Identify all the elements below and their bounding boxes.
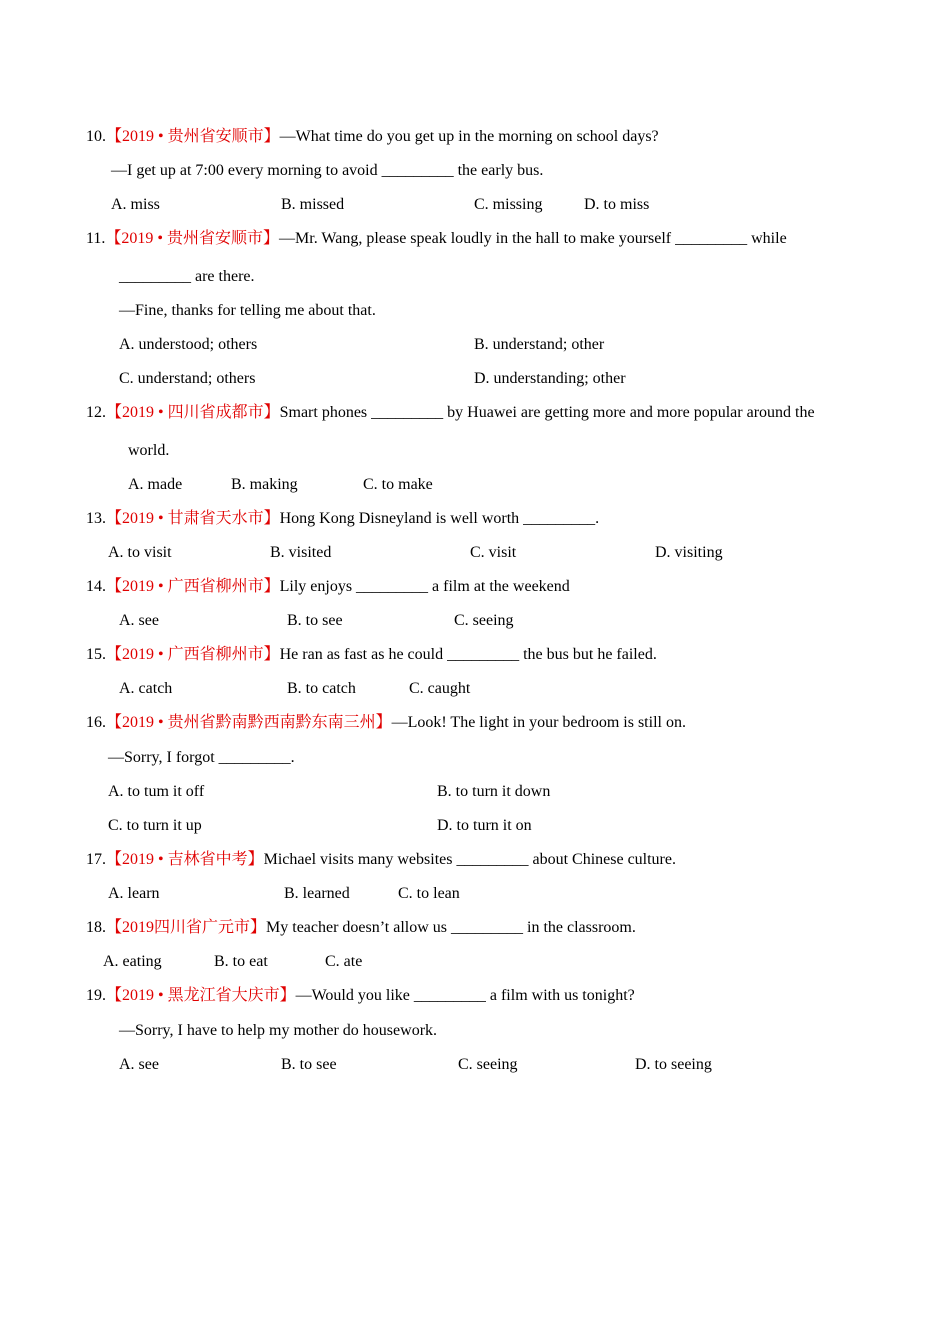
question-continuation: —I get up at 7:00 every morning to avoid _________ the early bus. — [111, 162, 544, 179]
question-number: 11. — [86, 230, 106, 247]
option-b: B. understand; other — [474, 336, 605, 353]
option-a: A. see — [119, 1056, 159, 1073]
option-c: C. caught — [409, 680, 471, 697]
question-18 — [86, 918, 636, 938]
option-b: B. making — [231, 476, 298, 493]
option-a: A. to visit — [108, 544, 172, 561]
question-15 — [86, 645, 657, 665]
question-stem: Smart phones _________ by Huawei are getting more and more popular around the — [279, 404, 815, 421]
question-source: 【2019 • 黑龙江省大庆市】 — [106, 987, 296, 1004]
question-source: 【2019 • 贵州省安顺市】 — [105, 230, 280, 247]
option-a: A. understood; others — [119, 336, 258, 353]
option-b: B. missed — [281, 196, 345, 213]
question-continuation: —Sorry, I have to help my mother do housework. — [119, 1022, 438, 1039]
option-c: C. to make — [363, 476, 433, 493]
option-b: B. visited — [270, 544, 332, 561]
question-13 — [86, 509, 599, 529]
question-continuation: _________ are there. — [119, 268, 255, 285]
question-stem: Michael visits many websites _________ about Chinese culture. — [263, 851, 676, 868]
option-a: A. miss — [111, 196, 160, 213]
question-stem: —Would you like _________ a film with us tonight? — [295, 987, 635, 1004]
question-14 — [86, 577, 570, 597]
question-number: 14. — [86, 578, 106, 595]
question-source: 【2019 • 吉林省中考】 — [106, 851, 264, 868]
question-stem: Hong Kong Disneyland is well worth _________. — [279, 510, 600, 527]
question-source: 【2019 • 贵州省安顺市】 — [106, 128, 280, 145]
question-11 — [86, 229, 787, 249]
option-c: C. to turn it up — [108, 817, 202, 834]
option-d: D. visiting — [655, 544, 723, 561]
question-17 — [86, 850, 676, 870]
question-source: 【2019 • 贵州省黔南黔西南黔东南三州】 — [106, 714, 392, 731]
option-a: A. to tum it off — [108, 783, 205, 800]
option-c: C. seeing — [458, 1056, 518, 1073]
question-stem: He ran as fast as he could _________ the bus but he failed. — [279, 646, 657, 663]
option-b: B. to catch — [287, 680, 356, 697]
option-a: A. see — [119, 612, 159, 629]
question-continuation: world. — [128, 442, 170, 459]
option-c: C. visit — [470, 544, 517, 561]
question-stem: My teacher doesn’t allow us _________ in the classroom. — [266, 919, 636, 936]
question-19 — [86, 986, 635, 1006]
question-10 — [86, 127, 659, 147]
question-stem: —What time do you get up in the morning on school days? — [279, 128, 659, 145]
question-number: 12. — [86, 404, 106, 421]
option-d: D. to miss — [584, 196, 650, 213]
question-stem: —Look! The light in your bedroom is still on. — [391, 714, 686, 731]
option-c: C. seeing — [454, 612, 514, 629]
question-source: 【2019 • 广西省柳州市】 — [106, 578, 280, 595]
option-a: A. eating — [103, 953, 162, 970]
option-d: D. to turn it on — [437, 817, 532, 834]
question-source: 【2019 • 甘肃省天水市】 — [106, 510, 280, 527]
option-d: D. to seeing — [635, 1056, 712, 1073]
question-number: 19. — [86, 987, 106, 1004]
question-number: 17. — [86, 851, 106, 868]
question-stem: Lily enjoys _________ a film at the weekend — [279, 578, 570, 595]
question-continuation: —Fine, thanks for telling me about that. — [119, 302, 376, 319]
option-a: A. made — [128, 476, 183, 493]
option-c: C. understand; others — [119, 370, 256, 387]
option-b: B. to see — [281, 1056, 337, 1073]
question-16 — [86, 713, 686, 733]
option-d: D. understanding; other — [474, 370, 626, 387]
question-source: 【2019 • 四川省成都市】 — [106, 404, 280, 421]
option-c: C. to lean — [398, 885, 460, 902]
question-number: 13. — [86, 510, 106, 527]
question-stem: —Mr. Wang, please speak loudly in the hall to make yourself _________ while — [279, 230, 787, 247]
option-a: A. learn — [108, 885, 160, 902]
option-b: B. to eat — [214, 953, 268, 970]
option-b: B. to see — [287, 612, 343, 629]
option-b: B. learned — [284, 885, 350, 902]
option-b: B. to turn it down — [437, 783, 551, 800]
option-c: C. missing — [474, 196, 543, 213]
question-number: 10. — [86, 128, 106, 145]
question-number: 15. — [86, 646, 106, 663]
question-source: 【2019 • 广西省柳州市】 — [106, 646, 280, 663]
question-source: 【2019四川省广元市】 — [106, 919, 267, 936]
question-number: 16. — [86, 714, 106, 731]
question-number: 18. — [86, 919, 106, 936]
question-continuation: —Sorry, I forgot _________. — [108, 749, 295, 766]
option-a: A. catch — [119, 680, 173, 697]
option-c: C. ate — [325, 953, 363, 970]
question-12 — [86, 403, 815, 423]
